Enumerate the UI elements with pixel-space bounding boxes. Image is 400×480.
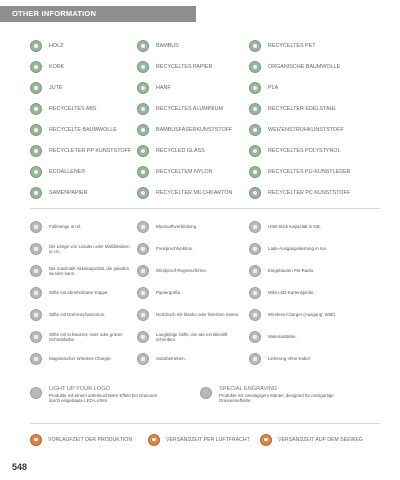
jute-icon: [30, 82, 42, 94]
material-item: [137, 101, 249, 117]
feature-item-label: Mikro-SD-Kartenspieler.: [268, 290, 315, 296]
section-divider: [30, 423, 380, 424]
recycled-glass-icon: [137, 145, 149, 157]
recycled-pu-leather-icon: [249, 166, 261, 178]
material-item: [249, 122, 380, 138]
milk-carton-icon: [137, 187, 149, 199]
material-item-label: RECYCLED GLASS: [156, 148, 205, 155]
material-item-label: RECYCELTES ALUMINIUM: [156, 106, 223, 113]
material-item-label: RECYCELTER MILCHKARTON: [156, 190, 233, 197]
solar-icon: [137, 353, 149, 365]
feature-item-label: Stifte mit Drehmechanismus.: [49, 312, 106, 318]
special-engraving: [200, 386, 339, 403]
recycled-abs-icon: [30, 103, 42, 115]
material-item: [30, 38, 137, 54]
production-time-icon: [30, 434, 42, 446]
pla-icon: [249, 82, 261, 94]
feature-item: [249, 351, 380, 367]
pencil-icon: [137, 331, 149, 343]
feature-item: [249, 241, 380, 257]
material-item: [249, 186, 380, 202]
material-item-label: RECYCELTER PC KUNSTSTOFF: [268, 190, 351, 197]
magnetic-charger-icon: [30, 353, 42, 365]
wood-icon: [30, 40, 42, 52]
feature-item: [137, 285, 249, 301]
feature-item: [137, 241, 249, 257]
paper-size-icon: [137, 287, 149, 299]
material-item: [137, 186, 249, 202]
material-item: [249, 101, 380, 117]
material-item: [137, 143, 249, 159]
material-item: [30, 101, 137, 117]
shipping-item-label: VORLAUFZEIT DER PRODUKTION: [48, 437, 133, 443]
sd-card-icon: [249, 287, 261, 299]
recycled-aluminium-icon: [137, 103, 149, 115]
seed-paper-icon: [30, 187, 42, 199]
section-divider: [30, 208, 380, 209]
material-item-label: BAMBUS: [156, 42, 179, 49]
bluetooth-icon: [137, 221, 149, 233]
material-item: [30, 80, 137, 96]
feature-item: [30, 263, 137, 279]
special-desc: Produkte mit zweilagigem Mantel, designed für einzigartige Gravureneffekte.: [219, 393, 334, 404]
recycled-steel-icon: [249, 103, 261, 115]
material-item-label: RECYCELTES ABS: [49, 106, 97, 113]
feature-item: [249, 307, 380, 323]
material-item: [30, 186, 137, 202]
material-item-label: HANF: [156, 84, 171, 91]
bamboo-fibre-icon: [137, 124, 149, 136]
feature-item-label: Stifte mit schwarzer, roter oder grüner Schreibfarbe.: [49, 331, 123, 342]
feature-item: [249, 329, 380, 345]
features-grid: [30, 219, 380, 367]
material-item: [30, 59, 137, 75]
feature-item-label: Füllmenge in ml.: [49, 224, 82, 230]
material-item-label: PLA: [268, 84, 279, 91]
material-item-label: ECOALLENE®: [49, 169, 86, 176]
special-light-up: [30, 386, 169, 403]
material-item: [30, 143, 137, 159]
special-desc: Produkte mit einem unterleuchteten Effekt bei Gravuren durch eingebaute LED-Lichter.: [49, 393, 158, 404]
feature-item-label: Lieferung ohne Kabel.: [268, 356, 311, 362]
feature-item-label: Notizbuch mit blanko oder liniertem Seiten.: [156, 312, 240, 318]
feature-item-label: Magnetischer Wireless-Charger.: [49, 356, 112, 362]
feature-item: [249, 219, 380, 235]
feature-item: [249, 263, 380, 279]
shipping-item-label: VERSANDZEIT PER LUFTFRACHT: [166, 437, 250, 443]
materials-grid: [30, 38, 380, 201]
ecoallene-icon: [30, 166, 42, 178]
page-number: 548: [12, 462, 28, 472]
umbrella-icon: [137, 265, 149, 277]
material-item: [137, 80, 249, 96]
feature-item-label: USB-Stick Kapazität in GB.: [268, 224, 321, 230]
feature-item-label: Wireless-Charger (Ausgang: Watt).: [268, 312, 337, 318]
feature-item: [137, 307, 249, 323]
feature-item: [30, 307, 137, 323]
feature-item-label: Bluetoothverbindung.: [156, 224, 198, 230]
material-item-label: SAMENPAPIER: [49, 190, 88, 197]
feature-item-label: Solarbetrieben.: [156, 356, 186, 362]
material-item: [249, 143, 380, 159]
airfreight-icon: [148, 434, 160, 446]
feature-item-label: Die maximale Akkukapazität, die geladen werden kann.: [49, 265, 130, 276]
material-item: [249, 38, 380, 54]
shipping-item-label: VERSANDZEIT AUF DEM SEEWEG: [278, 437, 363, 443]
organic-cotton-icon: [249, 61, 261, 73]
recycled-polystyrene-icon: [249, 145, 261, 157]
material-item: [137, 38, 249, 54]
feature-item-label: Stifte mit abnehmbarer Kappe.: [49, 290, 109, 296]
feature-item-label: Windproof-Regenschirme.: [156, 268, 208, 274]
material-item-label: JUTE: [49, 84, 63, 91]
material-item-label: RECYCELTES PET: [268, 42, 316, 49]
shipping-item: [30, 434, 148, 446]
recycled-paper-icon: [137, 61, 149, 73]
feature-item: [30, 219, 137, 235]
hemp-icon: [137, 82, 149, 94]
notebook-icon: [137, 309, 149, 321]
material-item-label: ORGANISCHE BAUMWOLLE: [268, 63, 341, 70]
ink-color-icon: [30, 331, 42, 343]
usb-icon: [249, 221, 261, 233]
feature-item-label: Lade-Ausgangsleistung in mA.: [268, 246, 328, 252]
feature-item: [137, 263, 249, 279]
material-item: [137, 165, 249, 181]
feature-item-label: Eingebauten FM-Radio.: [268, 268, 315, 274]
feature-item-label: Die Länge von Linialen oder Maßbändern in cm.: [49, 243, 130, 254]
recycled-nylon-icon: [137, 166, 149, 178]
ruler-icon: [30, 243, 42, 255]
material-item-label: WEIZENSTROHKUNSTSTOFF: [268, 127, 344, 134]
material-item-label: KORK: [49, 63, 65, 70]
material-item: [137, 122, 249, 138]
cork-icon: [30, 61, 42, 73]
shipping-item: [260, 434, 380, 446]
recycled-pet-icon: [249, 40, 261, 52]
pen-cap-icon: [30, 287, 42, 299]
special-title: SPECIAL ENGRAVING: [219, 386, 278, 392]
material-item-label: HOLZ: [49, 42, 64, 49]
wireless-charger-icon: [249, 309, 261, 321]
material-item-label: RECYCELTE BAUMWOLLE: [49, 127, 117, 134]
battery-icon: [30, 265, 42, 277]
light-up-logo-icon: [30, 387, 42, 399]
special-title: LIGHT UP YOUR LOGO: [49, 386, 110, 392]
bamboo-icon: [137, 40, 149, 52]
feature-item-label: Langlebige Stifte, die wie ein Bleistift schreiben.: [156, 331, 228, 342]
feature-item: [137, 219, 249, 235]
material-item-label: RECYCLETER PP KUNSTSTOFF: [49, 148, 132, 155]
feature-item: [30, 329, 137, 345]
volume-icon: [30, 221, 42, 233]
recycled-pc-icon: [249, 187, 261, 199]
material-item: [30, 122, 137, 138]
feature-item: [30, 351, 137, 367]
material-item: [137, 59, 249, 75]
wheat-straw-icon: [249, 124, 261, 136]
feature-item: [249, 285, 380, 301]
material-item: [30, 165, 137, 181]
material-item-label: RECYCELTES POLYSTYROL: [268, 148, 341, 155]
radio-icon: [249, 265, 261, 277]
feature-item-label: Materialstärke.: [268, 334, 297, 340]
material-item-label: RECYCELTES PAPIER: [156, 63, 213, 70]
twist-pen-icon: [30, 309, 42, 321]
feature-item: [30, 285, 137, 301]
material-item-label: RECYCELTEM NYLON: [156, 169, 213, 176]
no-cable-icon: [249, 353, 261, 365]
feature-item-label: Freisprechfunktion.: [156, 246, 194, 252]
feature-item: [137, 351, 249, 367]
handsfree-icon: [137, 243, 149, 255]
feature-item-label: Papiergröße.: [156, 290, 182, 296]
material-item: [249, 59, 380, 75]
thickness-icon: [249, 331, 261, 343]
shipping-item: [148, 434, 260, 446]
material-item-label: RECYCELTES PU-KUNSTLEDER: [268, 169, 351, 176]
recycled-cotton-icon: [30, 124, 42, 136]
charge-output-icon: [249, 243, 261, 255]
header-bar: [0, 6, 196, 22]
feature-item: [30, 241, 137, 257]
recycled-pp-icon: [30, 145, 42, 157]
material-item: [249, 80, 380, 96]
material-item-label: RECYCELTER EDELSTAHL: [268, 106, 337, 113]
feature-item: [137, 329, 249, 345]
shipping-row: [30, 434, 380, 446]
material-item: [249, 165, 380, 181]
engraving-icon: [200, 387, 212, 399]
seafreight-icon: [260, 434, 272, 446]
page-title: OTHER INFORMATION: [12, 9, 97, 18]
material-item-label: BAMBUSFASERKUNSTSTOFF: [156, 127, 233, 134]
